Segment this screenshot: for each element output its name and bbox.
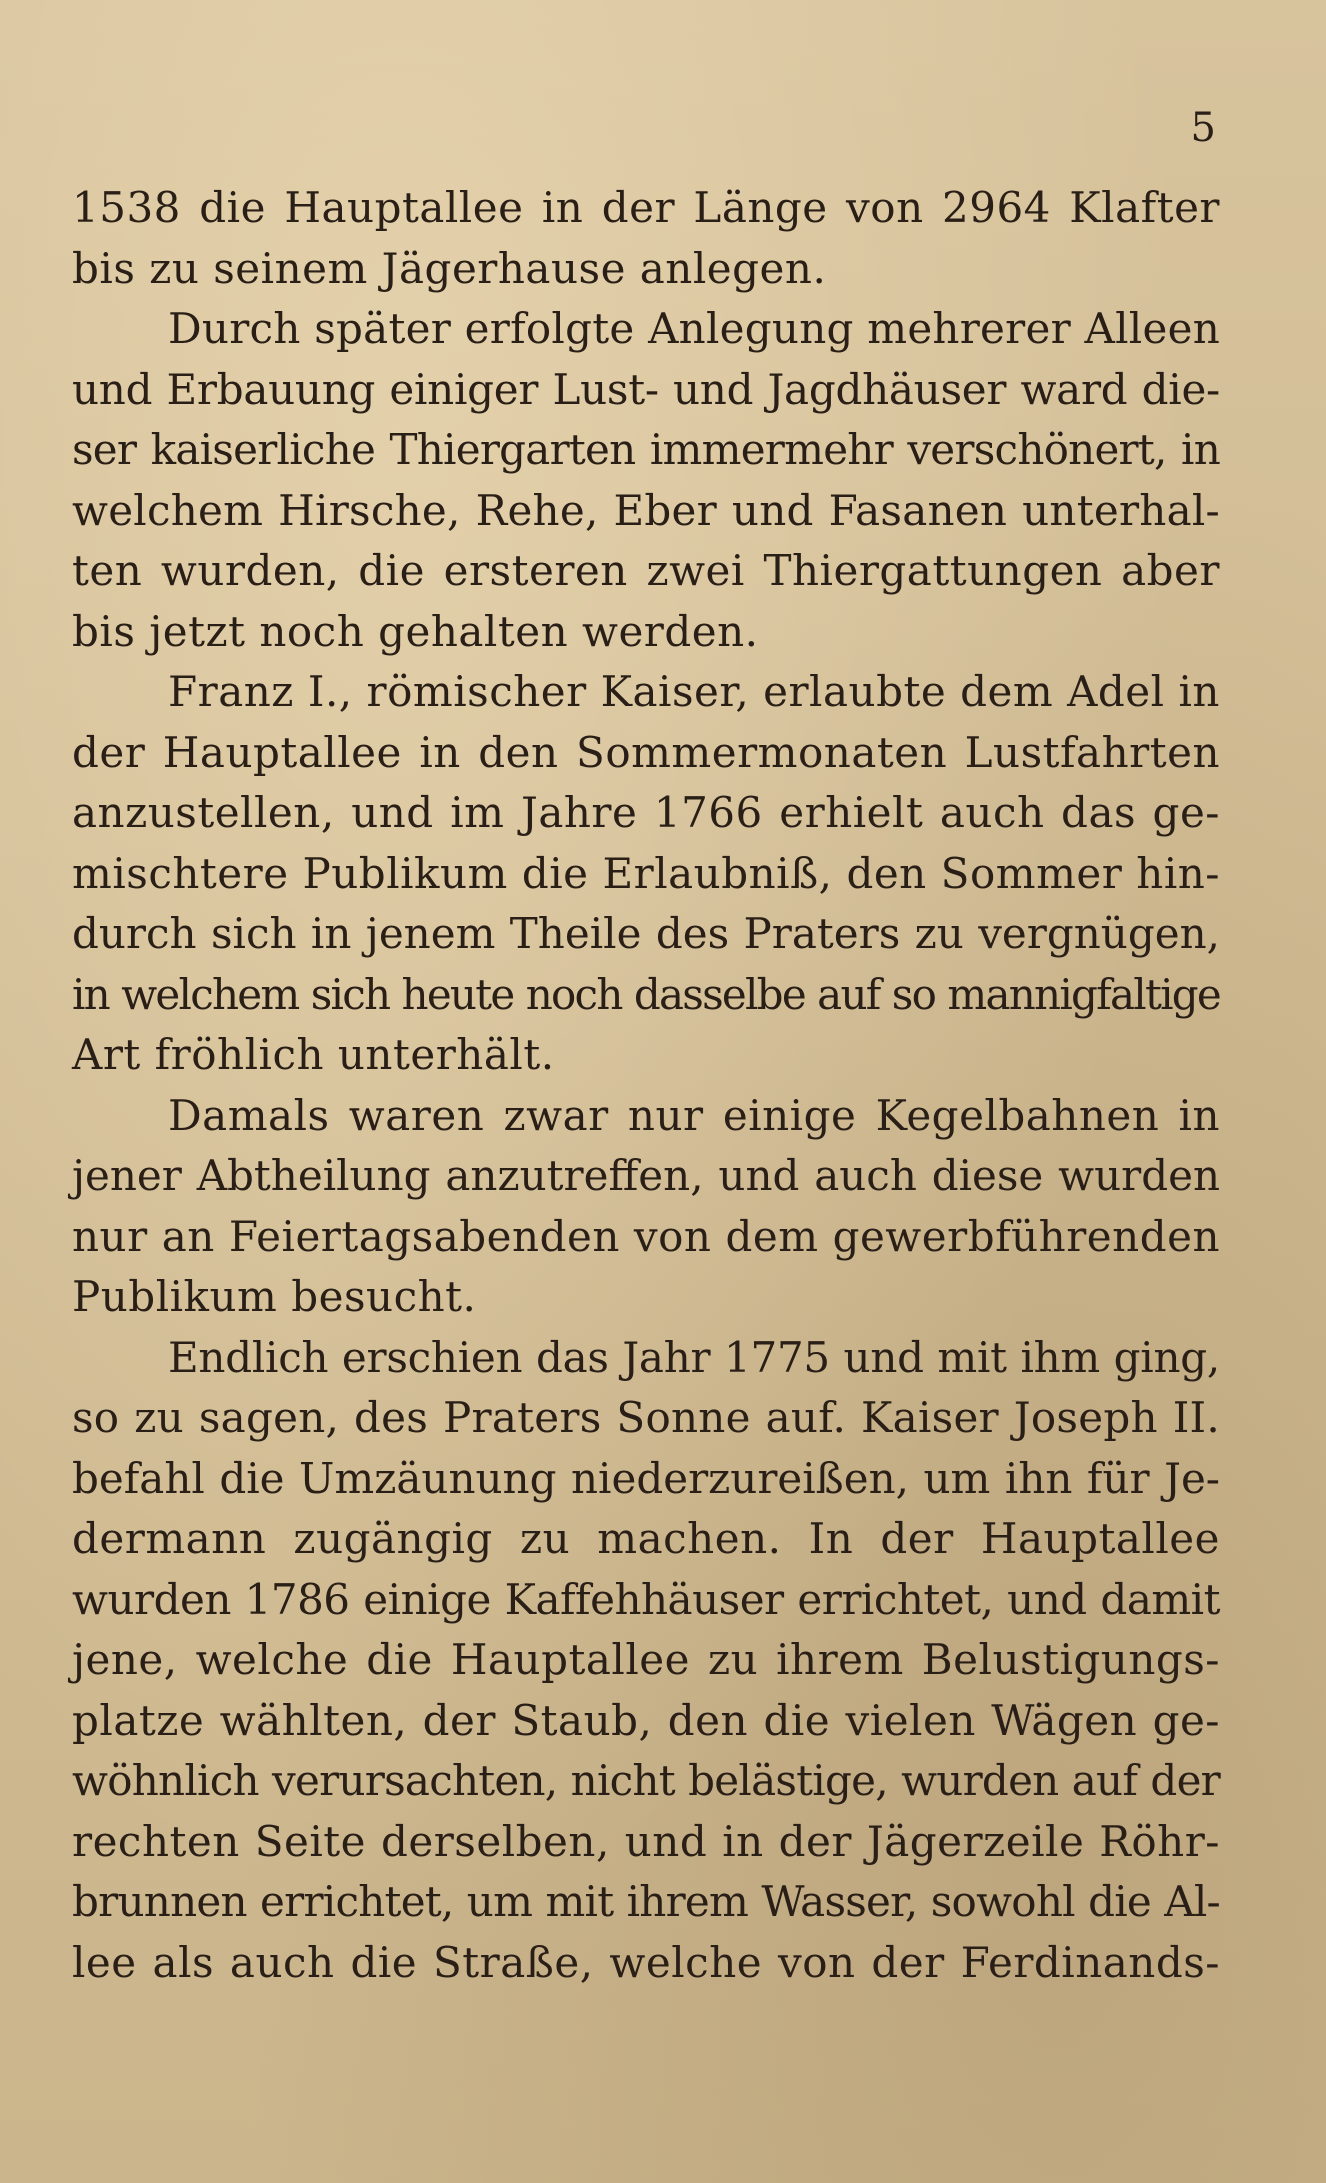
text-line: 1538 die Hauptallee in der Länge von 2964 Klafter (72, 183, 1220, 232)
text-line: in welchem sich heute noch dasselbe auf so mannigfaltige (72, 969, 1220, 1019)
text-line: welchem Hirsche, Rehe, Eber und Fasanen unterhal- (72, 485, 1220, 535)
text-line: lee als auch die Straße, welche von der Ferdinands- (72, 1937, 1220, 1987)
text-line: wöhnlich verursachten, nicht belästige, wurden auf der (72, 1756, 1220, 1805)
text-line: ser kaiserliche Thiergarten immermehr verschönert, in (72, 425, 1220, 474)
text-line: so zu sagen, des Praters Sonne auf. Kaiser Joseph II. (72, 1393, 1220, 1442)
text-line: brunnen errichtet, um mit ihrem Wasser, sowohl die Al- (72, 1877, 1220, 1926)
text-line: Durch später erfolgte Anlegung mehrerer Alleen (168, 304, 1220, 353)
text-line: und Erbauung einiger Lust- und Jagdhäuser ward die- (72, 364, 1220, 414)
page-number: 5 (1190, 105, 1216, 151)
text-line: wurden 1786 einige Kaffehhäuser errichtet, und damit (72, 1574, 1220, 1624)
text-line: Franz I., römischer Kaiser, erlaubte dem Adel in (168, 667, 1220, 716)
text-line: anzustellen, und im Jahre 1766 erhielt auch das ge- (72, 788, 1220, 837)
text-line: jener Abtheilung anzutreffen, und auch diese wurden (72, 1151, 1220, 1200)
text-line: nur an Feiertagsabenden von dem gewerbführenden (72, 1211, 1220, 1261)
text-line: Endlich erschien das Jahr 1775 und mit ihm ging, (168, 1332, 1220, 1382)
text-line: rechten Seite derselben, und in der Jägerzeile Röhr- (72, 1816, 1220, 1866)
text-line: bis zu seinem Jägerhause anlegen. (72, 243, 827, 293)
text-line: platze wählten, der Staub, den die vielen Wägen ge- (72, 1695, 1220, 1745)
text-line: ten wurden, die ersteren zwei Thiergattungen aber (72, 546, 1220, 595)
text-line: Damals waren zwar nur einige Kegelbahnen in (168, 1090, 1220, 1140)
text-line: mischtere Publikum die Erlaubniß, den Sommer hin- (72, 848, 1220, 898)
text-line: dermann zugängig zu machen. In der Hauptallee (72, 1514, 1220, 1563)
text-line: bis jetzt noch gehalten werden. (72, 606, 759, 656)
text-line: durch sich in jenem Theile des Praters zu vergnügen, (72, 909, 1220, 958)
body-text (72, 178, 1220, 1993)
text-line: Art fröhlich unterhält. (72, 1030, 555, 1079)
text-line: Publikum besucht. (72, 1272, 477, 1321)
text-line: befahl die Umzäunung niederzureißen, um ihn für Je- (72, 1453, 1220, 1503)
text-line: jene, welche die Hauptallee zu ihrem Belustigungs- (72, 1635, 1220, 1684)
text-line: der Hauptallee in den Sommermonaten Lustfahrten (72, 727, 1220, 777)
